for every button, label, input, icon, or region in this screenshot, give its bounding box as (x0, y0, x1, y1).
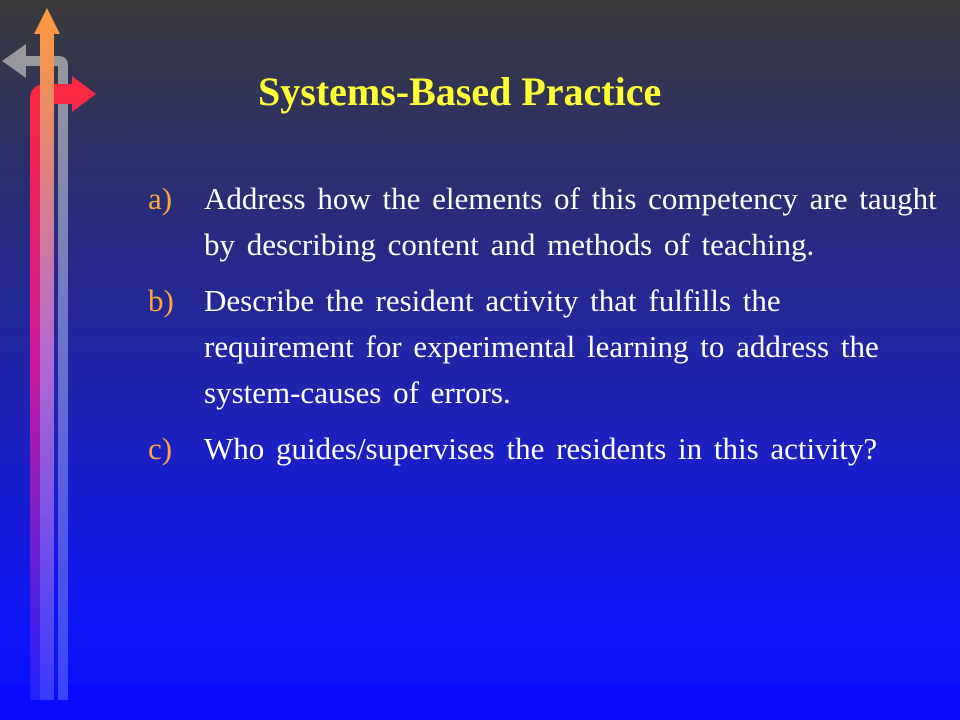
bullet-item (148, 278, 938, 416)
bullet-marker: a) (148, 181, 173, 216)
bullet-item (148, 426, 938, 472)
multi-directional-arrows-icon (0, 0, 110, 720)
bullet-text: Who guides/supervises the residents in this activity? (204, 431, 878, 466)
bullet-text: Address how the elements of this competency are taught by describing content and methods of teaching. (204, 181, 937, 262)
slide-title: Systems-Based Practice (258, 69, 662, 114)
slide-bottom-band (0, 684, 960, 720)
bullet-list (148, 176, 938, 482)
bullet-item (148, 176, 938, 268)
bullet-marker: b) (148, 283, 174, 318)
bullet-text: Describe the resident activity that fulfills the requirement for experimental learning to address the system-causes of errors. (204, 283, 879, 410)
bullet-marker: c) (148, 431, 173, 466)
